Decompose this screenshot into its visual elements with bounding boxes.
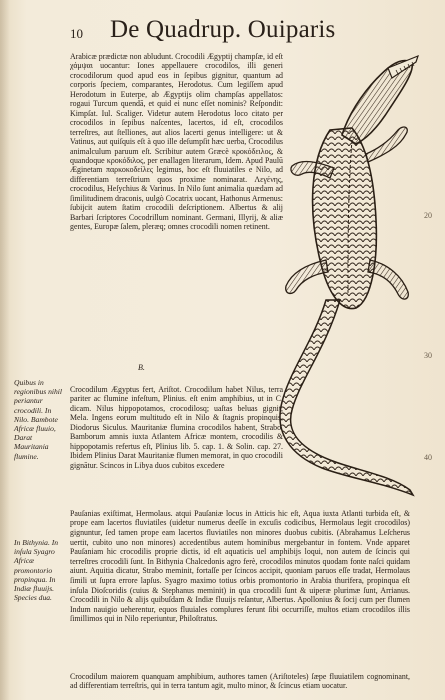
paragraph-end: Crocodilum maiorem quanquam amphibium, authores tamen (Ariſtoteles) ſæpe fluuiatilem cognominant, ad differentiam terreſtris, qui in terra tantum agit, multo minor, & ſcincus etiam uocatur. <box>70 671 410 691</box>
paragraph-wide: Pauſanias exiſtimat, Hermolaus. atqui Pauſaniæ locus in Atticis hic eſt, Aqua iuxta Atlanti turbida eſt, & prope eam lacertos fluviatiles (uidetur numerus deeſſe in excuſis codicibus, Hermolaus legit crocodilos) gignuntur, ſed tamen prope eam lacertos fluviatiles non minores duobus cubitis. (Abrahamus Leſcherus uertit, cubito uno non minores) accedentibus autem hominibus mergebantur in fontem. Vnde apparet Pauſaniam hic crocodilis proprie dictis, id eſt aquaticis uel amphibijs loqui, non autem de ſcincis qui terreſtres crocodili ſunt. In Bithynia Chalcedonis agro ferè, crocodilos minutos quodam fonte naſci quidam aiunt. Aquitia dicatur, Strabo meminit, fortaſſe per ſcincos accipit, quoniam paruos eſſe tradat, Hermolaus ſimili ut ſupra errore lapſus. Syagro maximo totius orbis promontorio in Arabia thurifera, propinqua eſt inſula Dioſcoridis (cuius & Stephanus meminit) in qua crocodili ſunt & uiperæ plurimæ ſunt, Arrianus. Crocodili in Nilo & alijs quibuſdam & Indiæ fluuijs reſantur, Albertus. Apollonius & ſocij cum per flumen Indum nauigio ueherentur, equos fluuiales complures ferunt ſibi occurriſſe, multos etiam crocodilos illis ſimillimos qui in Nilo reperiuntur, Philoſtratus. <box>70 508 410 624</box>
text-block-end <box>70 664 410 699</box>
scale-mark-40: 40 <box>424 453 432 462</box>
paragraph-middle: Crocodilum Ægyptus fert, Ariſtot. Crocodilum habet Nilus, terra pariter ac flumine infeſtum, Plinius. eſt enim amphibius, ut in C. dicam. Nilus hippopotamos, crocodilosq; uaſtas beluas gignit, Mela. Ingens eorum multitudo eſt in Nilo & ſtagnis propinquis, Diodorus Siculus. Mauritaniæ flumina crocodilos habent, Strabo. Bamborum amnis iuxta Atlantem Africæ montem, crocodilis & hippopotamis refertus eſt, Plinius lib. 5. cap. 1. & Solin. cap. 27. Ibidem Plinius Darat Mauritaniæ flumen memorat, in quo crocodili gignātur. Scincos in Libya duos cubitos excedere <box>70 384 283 470</box>
margin-note-regions: Quibus in regionibus nihil periantur crocodili. In Nilo. Bambote Africæ fluuio, Darat Mauritania flumine. <box>14 378 63 461</box>
page-number: 10 <box>70 26 83 41</box>
running-head: De Quadrup. Ouiparis <box>110 16 336 43</box>
text-column-middle <box>70 377 283 478</box>
margin-note-bithynia: In Bithynia. In inſula Syagro Africæ promontorio propinqua. In Indiæ fluuijs. Species dua. <box>14 538 59 603</box>
gutter-shadow <box>0 0 10 700</box>
scale-mark-20: 20 <box>424 211 432 220</box>
paragraph-top: Arabicæ prædictæ non abludunt. Crocodili Ægyptij champſæ, id eſt χάμψαι uocantur: Iones appellauere crocodilos, illi generi crocodilorum quod apud eos in ſepibus gignitur, quantum ad corporis ſpeciem, comparantes, Herodotus. Cum legiſſem apud Herodotum in Euterpe, ab Ægyptijs olim champſas appellatos: rogaui Turcum quendā, et quid ei nunc eſſet nominis? Reſpondit: Kimpſat. Iul. Scaliger. Videtur autem Herodotus loco citato per crocodilos in ſepibus naſcentes, lacertos, id eſt, crocodilos terreſtres, aut ſtelliones, aut alios lacerti genus intelligere: ut & Vatinus, aut quiſquis eſt à quo ille deſumpſit hæc uerba, Crocodilus animalculum paruum eſt. Scribitur autem Græcè κροκόδειλος, & quandoque κροκόδιλος, per enallagen literarum, Idem. Apud Paulū Æginetam παρκοκοδείλες legimus, hoc eſt fluuiatiles e Nilo, ad differentiam terreſtrium quos proxime nominarat. Λεγένης, crocodilus, Heſychius & Varinus. In Nilo ſunt animalia quædam ad ſimilitudinem draconis, uulgò Cocatrix uocant, Hathonus Armenus: ſubijcit autem ſtatim crocodili deſcriptionem. Albertus & alij Barbari ſcriptores Cocodrillum nominant. Germani, Illyrij, & aliæ gentes, Europæ ſalem, pleræq; omnes crocodili nomen retinent. <box>70 52 283 232</box>
text-block-wide <box>70 501 410 632</box>
scale-mark-30: 30 <box>424 351 432 360</box>
section-letter: B. <box>138 363 145 372</box>
